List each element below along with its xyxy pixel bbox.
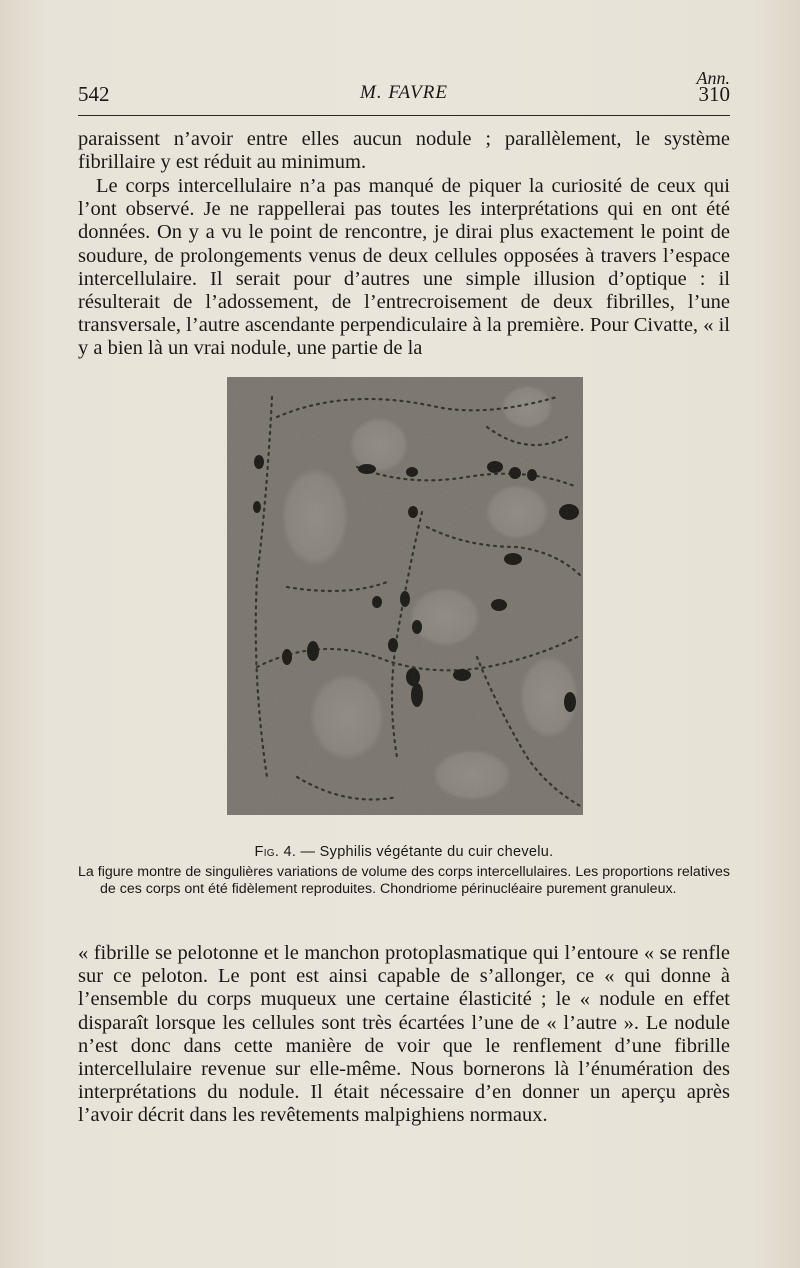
figure-caption: La figure montre de singulières variations de volume des corps intercellulaires. Les proportions relatives de ces corps ont été fidèlement reproduites. Chondriome périnucléaire purement granuleux.: [78, 864, 730, 897]
page-header: [78, 68, 730, 114]
figure-number: Fig. 4.: [254, 844, 297, 860]
running-head: M. FAVRE: [360, 82, 448, 103]
annotation-label: Ann.: [696, 68, 730, 88]
paragraph-1: paraissent n’avoir entre elles aucun nodule ; parallèlement, le système fibrillaire y est réduit au minimum.: [78, 128, 730, 174]
paragraph-3: « fibrille se pelotonne et le manchon protoplasmatique qui l’entoure « se renfle sur ce peloton. Le pont est ainsi capable de s’allonger, ce « qui donne à l’ensemble du corps muqueux une certaine élasticité ; le « nodule en effet disparaît lorsque les cellules sont très écartées l’une de « l’autre ». Le nodule n’est donc dans cette manière de voir que le renflement d’une fibrille intercellulaire revenue sur elle-même. Nous bornerons là l’énumération des interprétations du nodule. Il était nécessaire d’en donner un aperçu après l’avoir décrit dans les revêtements malpighiens normaux.: [78, 942, 730, 1127]
figure-title-text: — Syphilis végétante du cuir chevelu.: [300, 844, 554, 860]
header-rule: [78, 115, 730, 116]
micrograph-figure: [227, 377, 583, 815]
figure-title: [78, 844, 730, 860]
micrograph-image: [227, 377, 583, 815]
annotation-number: 310: [698, 82, 730, 106]
paragraph-2: Le corps intercellulaire n’a pas manqué de piquer la curiosité de ceux qui l’ont observé. Je ne rappellerai pas toutes les interprétations qui en ont été données. On y a vu le point de rencontre, je dirai plus exactement le point de soudure, de prolongements venus de deux cellules opposées à travers l’espace intercellulaire. Il serait pour d’autres une simple illusion d’optique : il résulterait de l’adossement, de l’entrecroisement de deux fibrilles, l’une transversale, l’autre ascendante perpendiculaire à la première. Pour Civatte, « il y a bien là un vrai nodule, une partie de la: [78, 175, 730, 360]
page-number: 542: [78, 82, 110, 106]
